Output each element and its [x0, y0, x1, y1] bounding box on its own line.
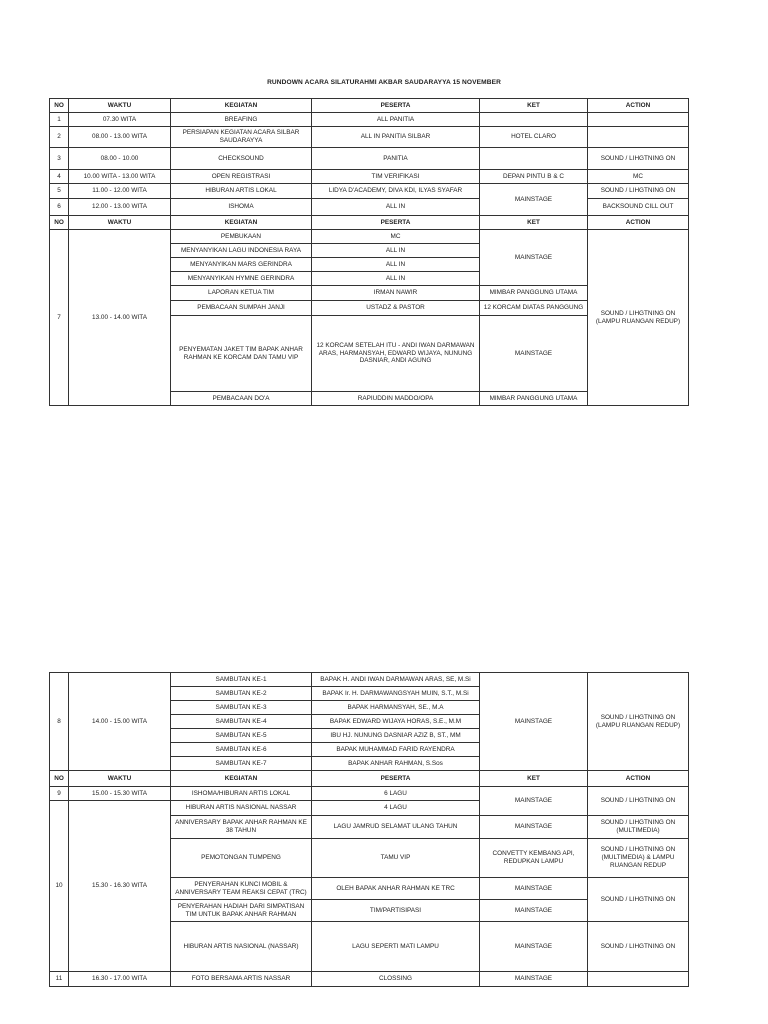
table-row: [50, 184, 689, 199]
cell-waktu: 15.30 - 16.30 WITA: [69, 801, 171, 972]
cell-no: 11: [50, 972, 69, 987]
cell-peserta: 12 KORCAM SETELAH ITU - ANDI IWAN DARMAWAN ARAS, HARMANSYAH, EDWARD WIJAYA, NUNUNG DASNIAR, ANDI AGUNG: [312, 316, 480, 392]
cell-no: 7: [50, 230, 69, 406]
header-row: [50, 99, 689, 113]
cell-kegiatan: SAMBUTAN KE-1: [171, 673, 312, 687]
header-no: NO: [50, 216, 69, 230]
cell-kegiatan: PERSIAPAN KEGIATAN ACARA SILBAR SAUDARAYYA: [171, 127, 312, 148]
cell-no: 6: [50, 199, 69, 216]
cell-kegiatan: MENYANYIKAN MARS GERINDRA: [171, 258, 312, 272]
cell-peserta: BAPAK EDWARD WIJAYA HORAS, S.E., M.M: [312, 715, 480, 729]
cell-ket: CONVETTY KEMBANG API, REDUPKAN LAMPU: [480, 839, 588, 878]
cell-peserta: OLEH BAPAK ANHAR RAHMAN KE TRC: [312, 878, 480, 900]
cell-kegiatan: FOTO BERSAMA ARTIS NASSAR: [171, 972, 312, 987]
cell-waktu: 08.00 - 13.00 WITA: [69, 127, 171, 148]
cell-waktu: 14.00 - 15.00 WITA: [69, 673, 171, 771]
cell-action: SOUND / LIHGTNING ON (LAMPU RUANGAN REDUP): [588, 230, 689, 406]
header-ket: KET: [480, 99, 588, 113]
cell-kegiatan: SAMBUTAN KE-3: [171, 701, 312, 715]
cell-kegiatan: HIBURAN ARTIS NASIONAL NASSAR: [171, 801, 312, 816]
table-row: [50, 787, 689, 801]
cell-ket: MAINSTAGE: [480, 184, 588, 216]
cell-kegiatan: CHECKSOUND: [171, 148, 312, 170]
cell-action: [588, 127, 689, 148]
cell-ket: MAINSTAGE: [480, 787, 588, 816]
cell-action: SOUND / LIHGTNING ON (MULTIMEDIA): [588, 816, 689, 839]
cell-kegiatan: HIBURAN ARTIS NASIONAL (NASSAR): [171, 922, 312, 972]
cell-kegiatan: PEMBUKAAN: [171, 230, 312, 244]
table-row: [50, 170, 689, 184]
header-ket: KET: [480, 216, 588, 230]
cell-action: [588, 113, 689, 127]
cell-peserta: RAPIUDDIN MADDO/OPA: [312, 392, 480, 406]
cell-ket: DEPAN PINTU B & C: [480, 170, 588, 184]
header-peserta: PESERTA: [312, 771, 480, 787]
cell-kegiatan: LAPORAN KETUA TIM: [171, 286, 312, 301]
table-row: [50, 148, 689, 170]
cell-kegiatan: PENYERAHAN KUNCI MOBIL & ANNIVERSARY TEAM REAKSI CEPAT (TRC): [171, 878, 312, 900]
cell-kegiatan: ISHOMA: [171, 199, 312, 216]
cell-ket: MAINSTAGE: [480, 316, 588, 392]
cell-kegiatan: ISHOMA/HIBURAN ARTIS LOKAL: [171, 787, 312, 801]
cell-action: SOUND / LIHGTNING ON: [588, 922, 689, 972]
cell-peserta: 4 LAGU: [312, 801, 480, 816]
header-kegiatan: KEGIATAN: [171, 771, 312, 787]
cell-action: SOUND / LIHGTNING ON: [588, 148, 689, 170]
cell-no: 10: [50, 801, 69, 972]
cell-kegiatan: SAMBUTAN KE-7: [171, 757, 312, 771]
cell-peserta: TIM VERIFIKASI: [312, 170, 480, 184]
header-ket: KET: [480, 771, 588, 787]
cell-action: [588, 972, 689, 987]
header-kegiatan: KEGIATAN: [171, 216, 312, 230]
cell-kegiatan: BREAFING: [171, 113, 312, 127]
cell-ket: MIMBAR PANGGUNG UTAMA: [480, 392, 588, 406]
cell-peserta: IRMAN NAWIR: [312, 286, 480, 301]
cell-action: SOUND / LIHGTNING ON: [588, 184, 689, 199]
cell-waktu: 12.00 - 13.00 WITA: [69, 199, 171, 216]
cell-peserta: ALL IN: [312, 244, 480, 258]
cell-action: BACKSOUND CILL OUT: [588, 199, 689, 216]
cell-no: 1: [50, 113, 69, 127]
header-action: ACTION: [588, 771, 689, 787]
cell-peserta: BAPAK H. ANDI IWAN DARMAWAN ARAS, SE, M.Si: [312, 673, 480, 687]
cell-waktu: 16.30 - 17.00 WITA: [69, 972, 171, 987]
cell-ket: MAINSTAGE: [480, 673, 588, 771]
cell-ket: HOTEL CLARO: [480, 127, 588, 148]
table-row: [50, 673, 689, 687]
rundown-table-page-1: [49, 98, 689, 406]
cell-ket: MAINSTAGE: [480, 900, 588, 922]
cell-peserta: IBU HJ. NUNUNG DASNIAR AZIZ B, ST., MM: [312, 729, 480, 743]
table-row: [50, 127, 689, 148]
cell-no: 4: [50, 170, 69, 184]
cell-ket: MAINSTAGE: [480, 878, 588, 900]
cell-peserta: ALL IN: [312, 258, 480, 272]
cell-kegiatan: HIBURAN ARTIS LOKAL: [171, 184, 312, 199]
cell-kegiatan: SAMBUTAN KE-2: [171, 687, 312, 701]
cell-no: 5: [50, 184, 69, 199]
cell-waktu: 10.00 WITA - 13.00 WITA: [69, 170, 171, 184]
header-row: [50, 771, 689, 787]
table-row: [50, 113, 689, 127]
cell-kegiatan: SAMBUTAN KE-4: [171, 715, 312, 729]
cell-action: SOUND / LIHGTNING ON (LAMPU RUANGAN REDUP): [588, 673, 689, 771]
cell-kegiatan: ANNIVERSARY BAPAK ANHAR RAHMAN KE 38 TAHUN: [171, 816, 312, 839]
table-row: [50, 230, 689, 244]
cell-ket: MAINSTAGE: [480, 972, 588, 987]
cell-kegiatan: MENYANYIKAN HYMNE GERINDRA: [171, 272, 312, 286]
rundown-table-page-2: [49, 672, 689, 987]
header-peserta: PESERTA: [312, 99, 480, 113]
cell-peserta: BAPAK MUHAMMAD FARID RAYENDRA: [312, 743, 480, 757]
cell-action: SOUND / LIHGTNING ON: [588, 787, 689, 816]
cell-peserta: PANITIA: [312, 148, 480, 170]
cell-kegiatan: PEMOTONGAN TUMPENG: [171, 839, 312, 878]
cell-waktu: 11.00 - 12.00 WITA: [69, 184, 171, 199]
cell-ket: MAINSTAGE: [480, 230, 588, 286]
cell-ket: [480, 148, 588, 170]
header-action: ACTION: [588, 99, 689, 113]
cell-waktu: 08.00 - 10.00: [69, 148, 171, 170]
header-waktu: WAKTU: [69, 216, 171, 230]
cell-action: SOUND / LIHGTNING ON (MULTIMEDIA) & LAMPU RUANGAN REDUP: [588, 839, 689, 878]
table-row: [50, 199, 689, 216]
cell-ket: MAINSTAGE: [480, 922, 588, 972]
cell-no: 8: [50, 673, 69, 771]
header-no: NO: [50, 99, 69, 113]
cell-peserta: ALL PANITIA: [312, 113, 480, 127]
cell-kegiatan: PENYEMATAN JAKET TIM BAPAK ANHAR RAHMAN KE KORCAM DAN TAMU VIP: [171, 316, 312, 392]
cell-ket: MIMBAR PANGGUNG UTAMA: [480, 286, 588, 301]
header-action: ACTION: [588, 216, 689, 230]
cell-ket: [480, 113, 588, 127]
header-row: [50, 216, 689, 230]
cell-kegiatan: OPEN REGISTRASI: [171, 170, 312, 184]
cell-peserta: LIDYA D'ACADEMY, DIVA KDI, ILYAS SYAFAR: [312, 184, 480, 199]
cell-ket: MAINSTAGE: [480, 816, 588, 839]
cell-peserta: TIM/PARTISIPASI: [312, 900, 480, 922]
header-no: NO: [50, 771, 69, 787]
cell-kegiatan: SAMBUTAN KE-5: [171, 729, 312, 743]
cell-peserta: 6 LAGU: [312, 787, 480, 801]
cell-no: 2: [50, 127, 69, 148]
header-waktu: WAKTU: [69, 771, 171, 787]
cell-peserta: ALL IN: [312, 199, 480, 216]
cell-peserta: TAMU VIP: [312, 839, 480, 878]
cell-action: MC: [588, 170, 689, 184]
cell-no: 9: [50, 787, 69, 801]
header-waktu: WAKTU: [69, 99, 171, 113]
cell-kegiatan: MENYANYIKAN LAGU INDONESIA RAYA: [171, 244, 312, 258]
cell-peserta: LAGU SEPERTI MATI LAMPU: [312, 922, 480, 972]
document-title: RUNDOWN ACARA SILATURAHMI AKBAR SAUDARAYYA 15 NOVEMBER: [267, 79, 501, 86]
cell-waktu: 07.30 WITA: [69, 113, 171, 127]
cell-peserta: BAPAK HARMANSYAH, SE., M.A: [312, 701, 480, 715]
cell-kegiatan: PENYERAHAN HADIAH DARI SIMPATISAN TIM UNTUK BAPAK ANHAR RAHMAN: [171, 900, 312, 922]
cell-no: 3: [50, 148, 69, 170]
header-peserta: PESERTA: [312, 216, 480, 230]
cell-peserta: ALL IN: [312, 272, 480, 286]
cell-peserta: LAGU JAMRUD SELAMAT ULANG TAHUN: [312, 816, 480, 839]
cell-peserta: ALL IN PANITIA SILBAR: [312, 127, 480, 148]
cell-kegiatan: PEMBACAAN DO'A: [171, 392, 312, 406]
cell-peserta: CLOSSING: [312, 972, 480, 987]
cell-kegiatan: PEMBACAAN SUMPAH JANJI: [171, 301, 312, 316]
cell-ket: 12 KORCAM DIATAS PANGGUNG: [480, 301, 588, 316]
cell-waktu: 13.00 - 14.00 WITA: [69, 230, 171, 406]
cell-peserta: BAPAK Ir. H. DARMAWANGSYAH MUIN, S.T., M.Si: [312, 687, 480, 701]
cell-peserta: MC: [312, 230, 480, 244]
cell-peserta: BAPAK ANHAR RAHMAN, S.Sos: [312, 757, 480, 771]
cell-waktu: 15.00 - 15.30 WITA: [69, 787, 171, 801]
cell-action: SOUND / LIHGTNING ON: [588, 878, 689, 922]
cell-peserta: USTADZ & PASTOR: [312, 301, 480, 316]
header-kegiatan: KEGIATAN: [171, 99, 312, 113]
cell-kegiatan: SAMBUTAN KE-6: [171, 743, 312, 757]
table-row: [50, 972, 689, 987]
